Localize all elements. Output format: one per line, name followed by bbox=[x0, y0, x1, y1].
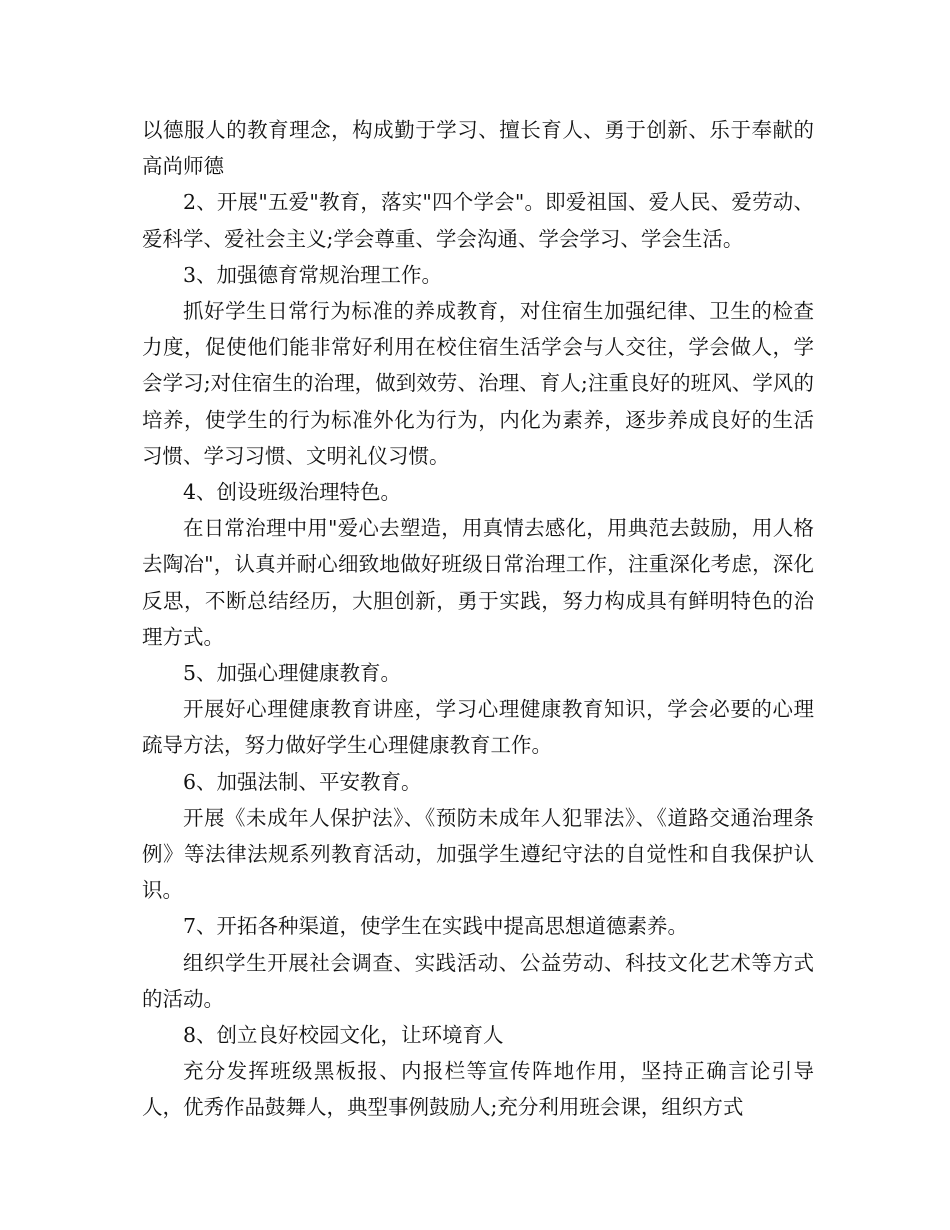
paragraph-item-3-body: 抓好学生日常行为标准的养成教育，对住宿生加强纪律、卫生的检查力度，促使他们能非常好利用在校住宿生活学会与人交往，学会做人，学会学习;对住宿生的治理，做到效劳、治理、育人;注重良好的班风、学风的培养，使学生的行为标准外化为行为，内化为素养，逐步养成良好的生活习惯、学习习惯、文明礼仪习惯。 bbox=[142, 299, 814, 468]
paragraph-item-6-body: 开展《未成年人保护法》、《预防未成年人犯罪法》、《道路交通治理条例》等法律法规系列教育活动，加强学生遵纪守法的自觉性和自我保护认识。 bbox=[142, 805, 814, 903]
paragraph-item-7-heading: 7、开拓各种渠道，使学生在实践中提高思想道德素养。 bbox=[183, 914, 689, 939]
document-body bbox=[142, 112, 814, 1126]
paragraph-item-5-body: 开展好心理健康教育讲座，学习心理健康教育知识，学会必要的心理疏导方法，努力做好学生心理健康教育工作。 bbox=[142, 697, 814, 758]
paragraph-item-6-heading: 6、加强法制、平安教育。 bbox=[183, 769, 422, 794]
paragraph-item-5-heading: 5、加强心理健康教育。 bbox=[183, 661, 402, 686]
paragraph-item-8-heading: 8、创立良好校园文化，让环境育人 bbox=[183, 1023, 504, 1048]
paragraph-item-2-heading: 2、开展"五爱"教育，落实"四个学会"。即爱祖国、爱人民、爱劳动、爱科学、爱社会主义;学会尊重、学会沟通、学会学习、学会生活。 bbox=[142, 190, 814, 251]
paragraph-item-3-heading: 3、加强德育常规治理工作。 bbox=[183, 262, 443, 287]
paragraph-item-7-body: 组织学生开展社会调查、实践活动、公益劳动、科技文化艺术等方式的活动。 bbox=[142, 950, 814, 1011]
paragraph-item-8-body: 充分发挥班级黑板报、内报栏等宣传阵地作用，坚持正确言论引导人，优秀作品鼓舞人，典型事例鼓励人;充分利用班会课，组织方式 bbox=[142, 1059, 814, 1120]
paragraph-item-4-heading: 4、创设班级治理特色。 bbox=[183, 480, 402, 505]
paragraph-continuation: 以德服人的教育理念，构成勤于学习、擅长育人、勇于创新、乐于奉献的高尚师德 bbox=[142, 118, 814, 179]
paragraph-item-4-body: 在日常治理中用"爱心去塑造，用真情去感化，用典范去鼓励，用人格去陶冶"，认真并耐心细致地做好班级日常治理工作，注重深化考虑，深化反思，不断总结经历，大胆创新，勇于实践，努力构成具有鲜明特色的治理方式。 bbox=[142, 516, 814, 649]
